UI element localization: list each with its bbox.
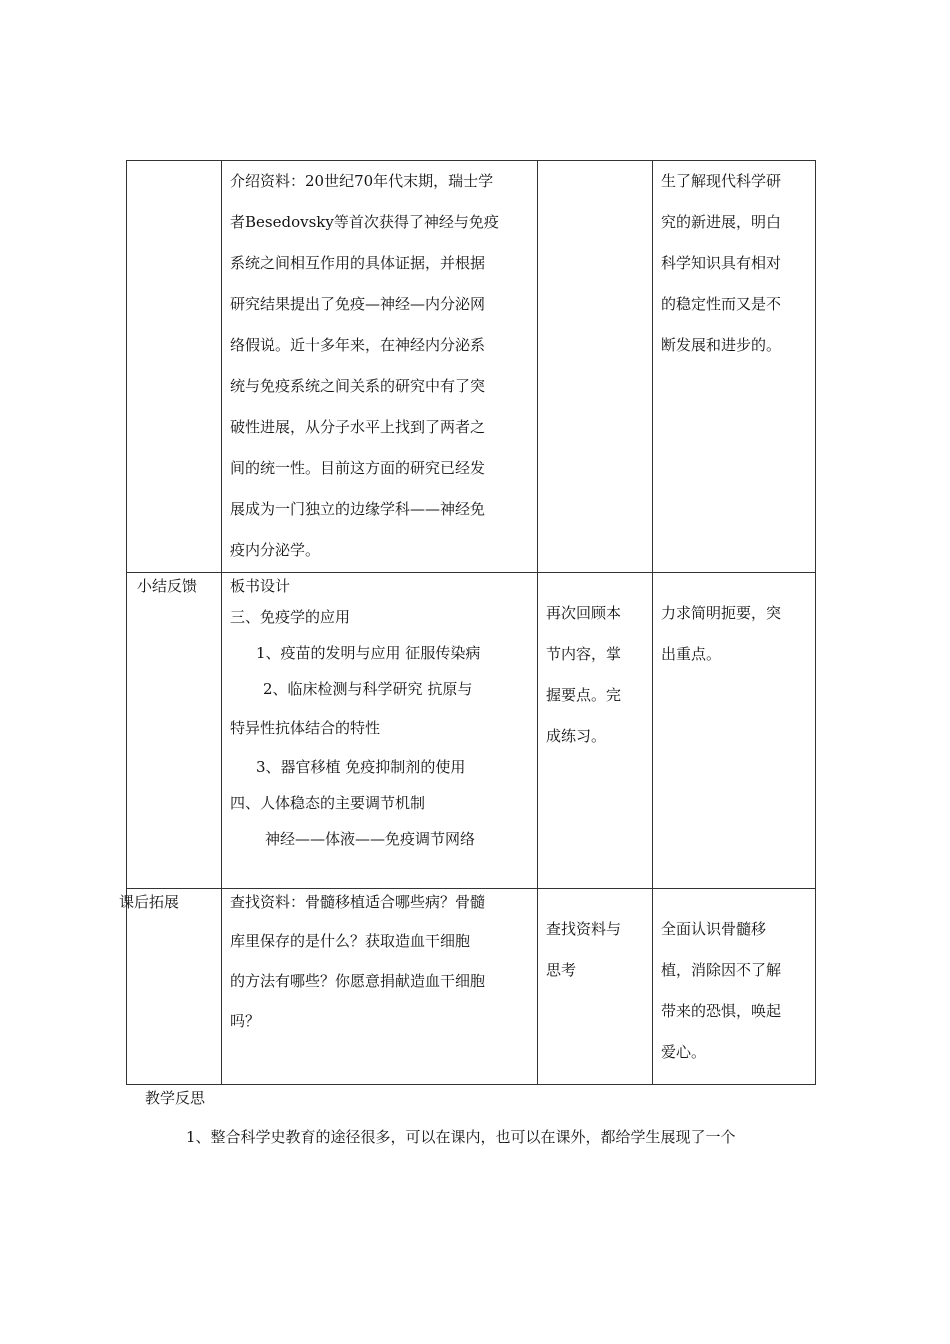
content-line: 介绍资料：20世纪70年代末期，瑞士学 (230, 172, 494, 190)
intent-line: 科学知识具有相对 (661, 254, 782, 272)
student-line: 查找资料与 (546, 920, 622, 938)
content-line: 疫内分泌学。 (230, 541, 321, 559)
intent-line: 植，消除因不了解 (661, 961, 782, 979)
section-label-cell (127, 573, 222, 889)
content-line: 查找资料：骨髓移植适合哪些病？骨髓 (230, 893, 486, 911)
table-row (127, 889, 816, 1085)
student-activity-cell (538, 573, 653, 889)
student-activity-cell (538, 889, 653, 1085)
student-line: 思考 (546, 961, 577, 979)
board-line: 1、疫苗的发明与应用 征服传染病 (256, 644, 481, 662)
content-line: 破性进展，从分子水平上找到了两者之 (230, 418, 486, 436)
student-line: 再次回顾本 (546, 604, 622, 622)
table-row (127, 573, 816, 889)
content-line: 间的统一性。目前这方面的研究已经发 (230, 459, 486, 477)
design-intent-cell (653, 889, 816, 1085)
board-line: 2、临床检测与科学研究 抗原与 (263, 680, 473, 698)
design-intent-cell (653, 573, 816, 889)
design-intent-cell (653, 161, 816, 573)
intent-line: 带来的恐惧，唤起 (661, 1002, 782, 1020)
board-line: 三、免疫学的应用 (230, 608, 351, 626)
section-label-cell (127, 161, 222, 573)
reflection-heading: 教学反思 (145, 1089, 206, 1107)
board-line: 四、人体稳态的主要调节机制 (230, 794, 426, 812)
content-line: 系统之间相互作用的具体证据，并根据 (230, 254, 486, 272)
board-line: 神经——体液——免疫调节网络 (265, 830, 476, 848)
board-line: 特异性抗体结合的特性 (230, 719, 381, 737)
content-line: 研究结果提出了免疫—神经—内分泌网 (230, 295, 486, 313)
student-activity-cell (538, 161, 653, 573)
content-line: 者Besedovsky等首次获得了神经与免疫 (230, 213, 499, 231)
section-label-cell (119, 889, 222, 1085)
homework-cell (222, 889, 538, 1085)
content-line: 展成为一门独立的边缘学科——神经免 (230, 500, 486, 518)
intent-line: 出重点。 (661, 645, 722, 663)
board-line: 3、器官移植 免疫抑制剂的使用 (256, 758, 466, 776)
content-line: 统与免疫系统之间关系的研究中有了突 (230, 377, 486, 395)
intent-line: 全面认识骨髓移 (661, 920, 767, 938)
content-line: 库里保存的是什么？获取造血干细胞 (230, 932, 471, 950)
intent-line: 断发展和进步的。 (661, 336, 782, 354)
intent-line: 爱心。 (661, 1043, 707, 1061)
content-line: 的方法有哪些？你愿意捐献造血干细胞 (230, 972, 486, 990)
student-line: 握要点。完 (546, 686, 622, 704)
content-line: 吗？ (230, 1012, 261, 1030)
intent-line: 究的新进展，明白 (661, 213, 782, 231)
intent-line: 力求简明扼要，突 (661, 604, 782, 622)
section-label: 小结反馈 (137, 577, 198, 595)
board-title: 板书设计 (230, 577, 291, 595)
content-line: 络假说。近十多年来，在神经内分泌系 (230, 336, 486, 354)
reflection-paragraph: 1、整合科学史教育的途径很多，可以在课内，也可以在课外，都给学生展现了一个 (186, 1128, 736, 1146)
student-line: 节内容，掌 (546, 645, 622, 663)
teaching-content-cell (222, 161, 538, 573)
table-row (127, 161, 816, 573)
student-line: 成练习。 (546, 727, 607, 745)
lesson-plan-table (119, 160, 816, 1085)
board-design-cell (222, 573, 538, 889)
intent-line: 的稳定性而又是不 (661, 295, 782, 313)
intent-line: 生了解现代科学研 (661, 172, 782, 190)
section-label: 课后拓展 (119, 893, 180, 911)
